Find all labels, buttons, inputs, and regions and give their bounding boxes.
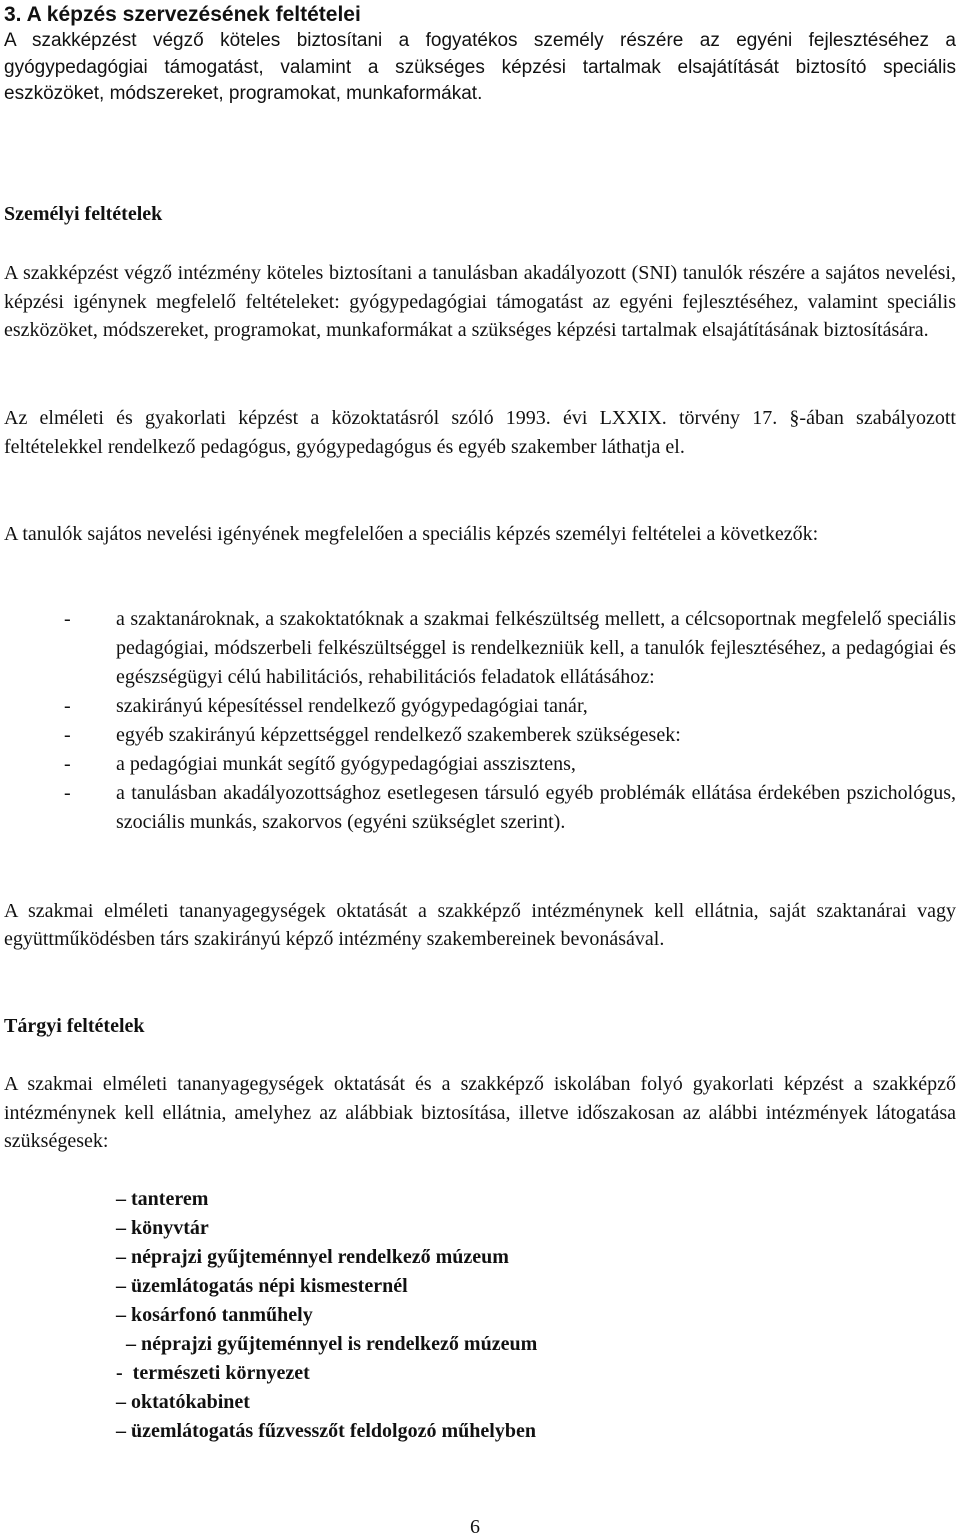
- list-item-text: szakirányú képesítéssel rendelkező gyógypedagógiai tanár,: [116, 695, 588, 717]
- personal-paragraph-1: A szakképzést végző intézmény köteles biztosítani a tanulásban akadályozott (SNI) tanulók részére a sajátos nevelési, képzési igénynek megfelelő feltételeket: gyógypedagógiai támogatást az egyéni fejlesztéséhez, valamint speciális eszközöket, módszereket, programokat, munkaformákat a szükséges képzési tartalmak elsajátításának biztosítására.: [4, 262, 956, 341]
- personal-paragraph-3: A tanulók sajátos nevelési igényének megfelelően a speciális képzés személyi feltételei a következők:: [4, 523, 819, 545]
- page-number: 6: [470, 1516, 480, 1538]
- list-item: – néprajzi gyűjteménnyel rendelkező múzeum: [116, 1246, 509, 1268]
- material-paragraph-1: A szakmai elméleti tananyagegységek oktatását és a szakképző iskolában folyó gyakorlati képzést a szakképző intézménynek kell ellátnia, amelyhez az alábbiak biztosítása, illetve időszakosan az alábbi intézmények látogatása szükségesek:: [4, 1073, 956, 1152]
- list-item-text: a pedagógiai munkát segítő gyógypedagógiai asszisztens,: [116, 753, 576, 775]
- list-dash: -: [64, 695, 71, 717]
- list-item: [0, 692, 960, 721]
- list-item: [0, 750, 960, 779]
- list-item: – könyvtár: [116, 1217, 209, 1239]
- list-item: – üzemlátogatás fűzvesszőt feldolgozó műhelyben: [116, 1420, 536, 1442]
- list-dash: -: [64, 753, 71, 775]
- list-item: – üzemlátogatás népi kismesternél: [116, 1275, 408, 1297]
- list-dash: -: [64, 608, 71, 630]
- list-item: - természeti környezet: [116, 1362, 310, 1384]
- personal-requirements-list: [0, 605, 960, 837]
- list-item-text: egyéb szakirányú képzettséggel rendelkező szakemberek szükségesek:: [116, 724, 681, 746]
- list-item: – kosárfonó tanműhely: [116, 1304, 313, 1326]
- list-item-text: a szaktanároknak, a szakoktatóknak a szakmai felkészültség mellett, a célcsoportnak megfelelő speciális pedagógiai, módszerbeli felkészültséggel is rendelkezniük kell, a tanulók fejlesztéséhez, a pedagógiai és egészségügyi célú habilitációs, rehabilitációs feladatok ellátásához:: [116, 608, 956, 688]
- list-dash: -: [64, 782, 71, 804]
- material-items-list: [116, 1185, 537, 1446]
- personal-paragraph-2: Az elméleti és gyakorlati képzést a közoktatásról szóló 1993. évi LXXIX. törvény 17. §-ában szabályozott feltételekkel rendelkező pedagógus, gyógypedagógus és egyéb szakember láthatja el.: [4, 407, 956, 458]
- material-conditions-heading: Tárgyi feltételek: [4, 1015, 145, 1037]
- personal-conditions-heading: Személyi feltételek: [4, 203, 163, 225]
- list-item: [0, 779, 960, 837]
- list-item: – oktatókabinet: [116, 1391, 250, 1413]
- list-item-text: a tanulásban akadályozottsághoz esetlegesen társuló egyéb problémák ellátása érdekében pszichológus, szociális munkás, szakorvos (egyéni szükséglet szerint).: [116, 782, 956, 833]
- list-item: – néprajzi gyűjteménnyel is rendelkező múzeum: [116, 1333, 538, 1355]
- personal-paragraph-4: A szakmai elméleti tananyagegységek oktatását a szakképző intézménynek kell ellátnia, saját szaktanárai vagy együttműködésben társ szakirányú képző intézmény szakembereinek bevonásával.: [4, 900, 956, 950]
- list-item: [0, 721, 960, 750]
- list-dash: -: [64, 724, 71, 746]
- section-title: 3. A képzés szervezésének feltételei: [4, 3, 361, 26]
- intro-paragraph: A szakképzést végző köteles biztosítani a fogyatékos személy részére az egyéni fejlesztéséhez a gyógypedagógiai támogatást, valamint a szükséges képzési tartalmak elsajátítását biztosító speciális eszközöket, módszereket, programokat, munkaformákat.: [4, 30, 956, 104]
- list-item: [0, 605, 960, 692]
- list-item: – tanterem: [116, 1188, 209, 1210]
